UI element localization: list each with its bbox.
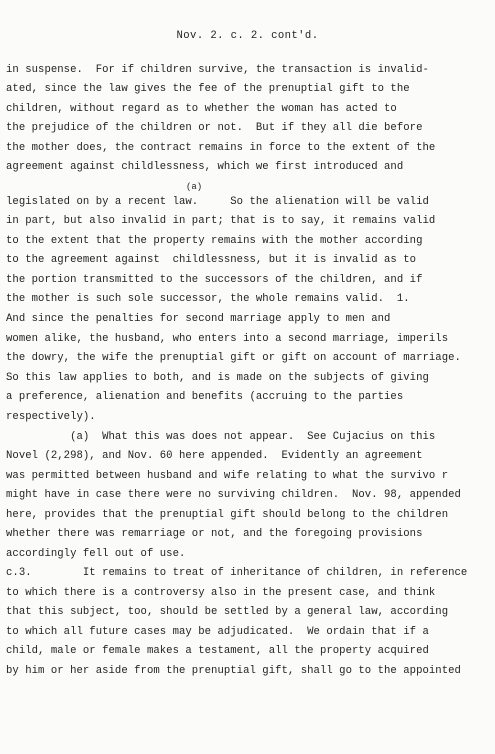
text-line: So this law applies to both, and is made on the subjects of giving	[6, 372, 429, 384]
page-header: Nov. 2. c. 2. cont'd.	[176, 30, 319, 42]
text-line: children, without regard as to whether the woman has acted to	[6, 103, 397, 115]
text-line: that this subject, too, should be settled by a general law, according	[6, 606, 449, 618]
text-line: the mother does, the contract remains in force to the extent of the	[6, 142, 436, 154]
footnote-line: Novel (2,298), and Nov. 60 here appended. Evidently an agreement	[6, 450, 423, 462]
text-line: legislated on by a recent law. So the alienation will be valid	[6, 196, 429, 208]
text-line: the dowry, the wife the prenuptial gift or gift on account of marriage.	[6, 352, 461, 364]
text-line: in part, but also invalid in part; that is to say, it remains valid	[6, 215, 436, 227]
footnote-line: whether there was remarriage or not, and the foregoing provisions	[6, 528, 423, 540]
text-line: ated, since the law gives the fee of the prenuptial gift to the	[6, 83, 410, 95]
text-line: women alike, the husband, who enters into a second marriage, imperils	[6, 333, 449, 345]
text-line: the mother is such sole successor, the whole remains valid. 1.	[6, 293, 410, 305]
text-line: to which there is a controversy also in the present case, and think	[6, 587, 436, 599]
text-line: to the extent that the property remains with the mother according	[6, 235, 423, 247]
text-line: child, male or female makes a testament, all the property acquired	[6, 645, 429, 657]
text-line: c.3. It remains to treat of inheritance of children, in reference	[6, 567, 468, 579]
text-line: by him or her aside from the prenuptial gift, shall go to the appointed	[6, 665, 461, 677]
footnote-line: was permitted between husband and wife relating to what the survivo r	[6, 470, 449, 482]
text-line: in suspense. For if children survive, the transaction is invalid-	[6, 64, 429, 76]
text-line: a preference, alienation and benefits (accruing to the parties	[6, 391, 404, 403]
footnote-line: might have in case there were no surviving children. Nov. 98, appended	[6, 489, 461, 501]
text-line: agreement against childlessness, which we first introduced and	[6, 161, 404, 173]
footnote-line: (a) What this was does not appear. See Cujacius on this	[6, 431, 436, 443]
footnote-line: here, provides that the prenuptial gift should belong to the children	[6, 509, 449, 521]
text-line: respectively).	[6, 411, 96, 423]
text-line: the prejudice of the children or not. But if they all die before	[6, 122, 423, 134]
footnote-reference-mark: (a)	[186, 182, 203, 192]
text-line: to the agreement against childlessness, but it is invalid as to	[6, 254, 417, 266]
text-line: the portion transmitted to the successors of the children, and if	[6, 274, 423, 286]
text-line: And since the penalties for second marriage apply to men and	[6, 313, 391, 325]
text-line: to which all future cases may be adjudicated. We ordain that if a	[6, 626, 429, 638]
footnote-line: accordingly fell out of use.	[6, 548, 186, 560]
